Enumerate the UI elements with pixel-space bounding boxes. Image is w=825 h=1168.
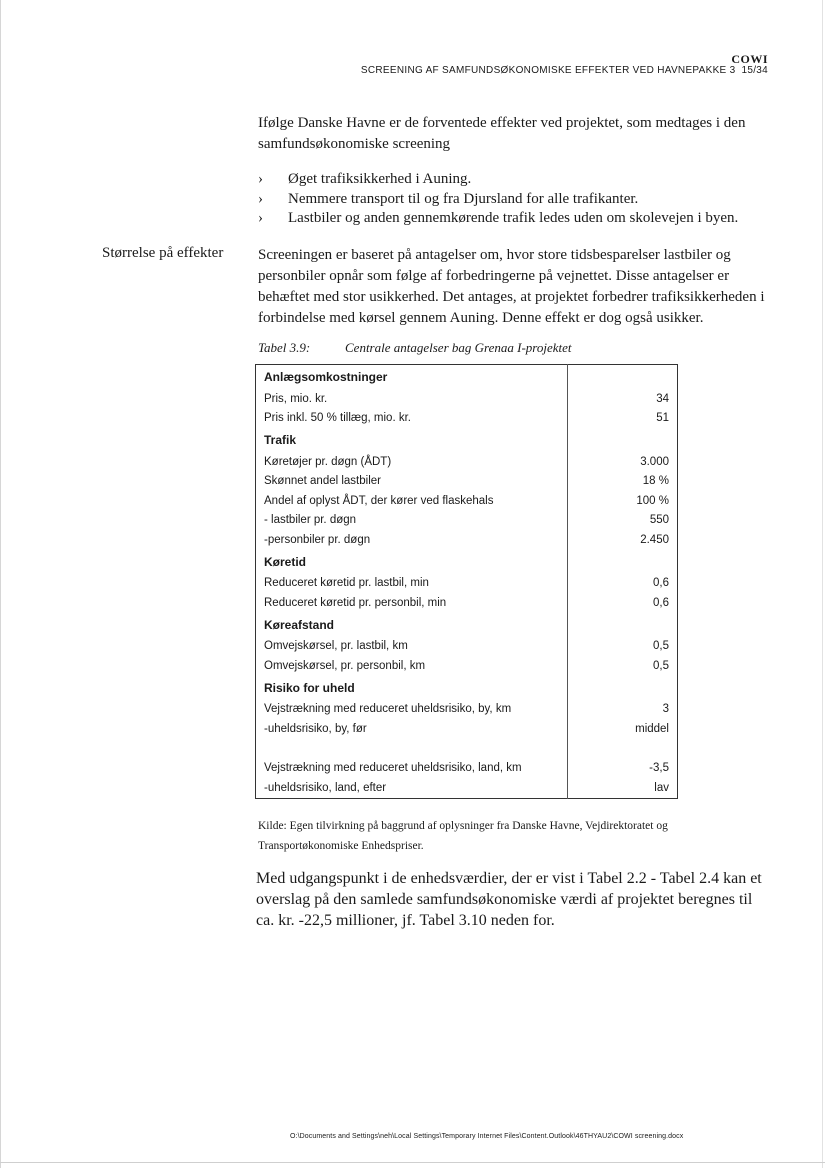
table-number: Tabel 3.9: (258, 340, 311, 355)
table-cell-value: 0,5 (567, 637, 677, 657)
running-title: SCREENING AF SAMFUNDSØKONOMISKE EFFEKTER VED HAVNEPAKKE 3 (360, 65, 736, 76)
table-cell-value: 100 % (567, 491, 677, 511)
running-header (361, 65, 768, 76)
table-row (256, 593, 678, 613)
table-cell-label: Reduceret køretid pr. personbil, min (264, 596, 447, 609)
table-section-heading (256, 428, 678, 452)
table-cell-label: Skønnet andel lastbiler (264, 475, 381, 488)
company-logo: COWI (731, 52, 768, 66)
table-row (256, 472, 678, 492)
closing-paragraph: Med udgangspunkt i de enhedsværdier, der er vist i Tabel 2.2 - Tabel 2.4 kan et overslag på den samlede samfundsøkonomiske værdi af projektet beregnes til ca. kr. -22,5 millioner, jf. Tabel 3.10 neden for. (256, 870, 762, 929)
page-number: 15/34 (741, 65, 768, 76)
table-spacer-row (256, 739, 678, 759)
scan-right-edge (822, 0, 823, 1168)
table-cell-value: -3,5 (567, 759, 677, 779)
table-row (256, 759, 678, 779)
table-cell-label: Køreafstand (264, 617, 335, 632)
table-title: Centrale antagelser bag Grenaa I-projektet (345, 340, 572, 355)
table-cell-label: Omvejskørsel, pr. personbil, km (264, 659, 426, 672)
effects-list (258, 170, 778, 229)
table-cell-value: middel (567, 719, 677, 739)
table-row (256, 719, 678, 739)
table-cell-value: 3 (567, 700, 677, 720)
table-row (256, 511, 678, 531)
table-cell-value (567, 428, 677, 452)
table-cell-value: 51 (567, 409, 677, 429)
table-cell-label: Reduceret køretid pr. lastbil, min (264, 577, 429, 590)
table-cell-value (567, 550, 677, 574)
table-row (256, 700, 678, 720)
table-row (256, 574, 678, 594)
table-row (256, 530, 678, 550)
table-cell-label: Andel af oplyst ÅDT, der kører ved flaskehals (264, 494, 494, 507)
screening-paragraph: Screeningen er baseret på antagelser om, hvor store tidsbesparelser lastbiler og personbiler opnår som følge af forbedringerne på vejnettet. Disse antagelser er behæftet med stor usikkerhed. Det antages, at projektet forbedrer trafiksikkerheden i forbindelse med kørsel gennem Auning. Denne effekt er dog også usikker. (258, 247, 765, 326)
table-cell-label: Pris, mio. kr. (264, 392, 328, 405)
table-cell-value: 2.450 (567, 530, 677, 550)
table-cell-value: 550 (567, 511, 677, 531)
table-cell-label: Køretøjer pr. døgn (ÅDT) (264, 455, 392, 468)
list-item: › Øget trafiksikkerhed i Auning. (258, 170, 778, 190)
table-row (256, 452, 678, 472)
table-section-heading (256, 676, 678, 700)
file-path-footer: O:\Documents and Settings\neh\Local Settings\Temporary Internet Files\Content.Outlook\46THYAU2\COWI screening.docx (290, 1133, 684, 1140)
table-cell-value (567, 739, 677, 759)
margin-heading: Størrelse på effekter (102, 245, 224, 261)
table-cell-label (256, 739, 568, 759)
table-cell-value (567, 676, 677, 700)
table-cell-label: Risiko for uheld (264, 680, 355, 695)
table-cell-value: 18 % (567, 472, 677, 492)
table-row (256, 409, 678, 429)
bullet-marker: › (258, 190, 263, 207)
table-cell-label: Trafik (264, 433, 297, 447)
table-cell-value: 34 (567, 389, 677, 409)
table-cell-label: -uheldsrisiko, land, efter (264, 781, 387, 794)
bullet-marker: › (258, 171, 263, 187)
table-caption (258, 340, 572, 356)
table-cell-label: Pris inkl. 50 % tillæg, mio. kr. (264, 412, 411, 425)
table-cell-value (567, 365, 677, 390)
table-section-heading (256, 365, 678, 390)
table-row (256, 491, 678, 511)
table-row (256, 637, 678, 657)
list-item: › Lastbiler og anden gennemkørende trafik ledes uden om skolevejen i byen. (258, 209, 778, 229)
table-cell-label: -uheldsrisiko, by, før (264, 722, 367, 735)
table-cell-label: -personbiler pr. døgn (264, 533, 371, 546)
table-cell-value: 0,6 (567, 574, 677, 594)
table-cell-value (567, 613, 677, 637)
table-row (256, 389, 678, 409)
intro-paragraph: Ifølge Danske Havne er de forventede effekter ved projektet, som medtages i den samfundsøkonomiske screening (258, 115, 746, 152)
scan-left-edge (0, 0, 1, 1168)
table-cell-label: Omvejskørsel, pr. lastbil, km (264, 640, 408, 653)
table-cell-label: Anlægsomkostninger (264, 370, 388, 384)
table-cell-label: - lastbiler pr. døgn (264, 514, 357, 527)
table-cell-value: 0,5 (567, 656, 677, 676)
table-section-heading (256, 613, 678, 637)
table-row (256, 778, 678, 798)
table-cell-value: 0,6 (567, 593, 677, 613)
list-item: › Nemmere transport til og fra Djursland for alle trafikanter. (258, 190, 778, 210)
table-cell-label: Køretid (264, 554, 306, 569)
table-cell-value: 3.000 (567, 452, 677, 472)
table-cell-label: Vejstrækning med reduceret uheldsrisiko, land, km (264, 762, 522, 775)
table-cell-label: Vejstrækning med reduceret uheldsrisiko, by, km (264, 703, 512, 716)
table-cell-value: lav (567, 778, 677, 798)
assumptions-table (255, 364, 678, 799)
source-note: Kilde: Egen tilvirkning på baggrund af oplysninger fra Danske Havne, Vejdirektoratet og Transportøkonomiske Enhedspriser. (258, 820, 668, 852)
scan-bottom-edge (0, 1162, 825, 1163)
table-row (256, 656, 678, 676)
bullet-marker: › (258, 210, 263, 226)
table-section-heading (256, 550, 678, 574)
